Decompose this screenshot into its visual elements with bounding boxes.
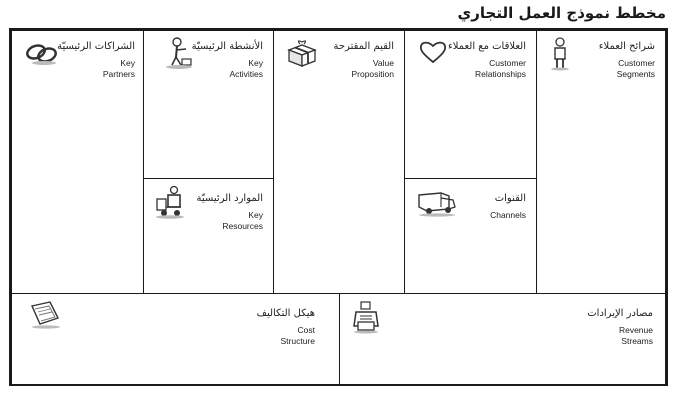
block-customer-relationships: [404, 30, 537, 179]
chain-link-icon: [24, 41, 60, 67]
block-value-proposition: [273, 30, 405, 294]
truck-icon: [415, 187, 457, 217]
worker-icon: [164, 37, 194, 69]
customer-segments-label-en: Customer Segments: [616, 58, 655, 79]
key-activities-label-en: Key Activities: [229, 58, 263, 79]
block-channels: [404, 178, 537, 294]
cost-structure-label-en: Cost Structure: [280, 325, 315, 346]
key-resources-label-en: Key Resources: [222, 210, 263, 231]
revenue-streams-label-en: Revenue Streams: [618, 325, 653, 346]
block-key-activities: [143, 30, 274, 179]
price-tag-icon: [26, 300, 62, 330]
value-proposition-label-en: Value Proposition: [351, 58, 394, 79]
channels-label-en: Channels: [490, 210, 526, 220]
customer-relationships-label-ar: العلاقات مع العملاء: [448, 41, 526, 52]
business-model-canvas: [9, 28, 668, 386]
block-cost-structure: [11, 293, 340, 386]
canvas-title: مخطط نموذج العمل التجاري: [457, 4, 666, 22]
revenue-streams-label-ar: مصادر الإيرادات: [587, 308, 653, 319]
customer-segments-label-ar: شرائح العملاء: [598, 41, 655, 52]
key-activities-label-ar: الأنشطة الرئيسيّة: [191, 41, 263, 52]
cash-register-icon: [352, 300, 382, 334]
person-icon: [549, 37, 571, 71]
key-resources-label-ar: الموارد الرئيسيّة: [196, 193, 263, 204]
value-proposition-label-ar: القيم المقترحة: [333, 41, 394, 52]
block-revenue-streams: [339, 293, 666, 386]
block-key-partners: [11, 30, 144, 294]
customer-relationships-label-en: Customer Relationships: [474, 58, 526, 79]
heart-icon: [419, 40, 447, 64]
gift-box-icon: [284, 39, 320, 69]
key-partners-label-en: Key Partners: [102, 58, 135, 79]
block-customer-segments: [536, 30, 666, 294]
channels-label-ar: القنوات: [494, 193, 526, 204]
block-key-resources: [143, 178, 274, 294]
cost-structure-label-ar: هيكل التكاليف: [256, 308, 315, 319]
key-partners-label-ar: الشراكات الرئيسيّة: [57, 41, 135, 52]
forklift-icon: [154, 185, 186, 219]
